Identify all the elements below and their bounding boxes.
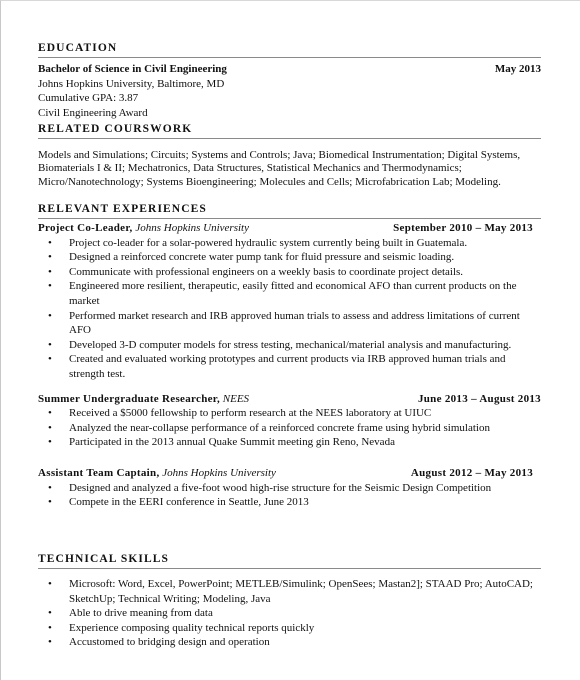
job-3-date: August 2012 – May 2013 (410, 466, 533, 479)
job-2-bullets (38, 406, 541, 450)
job-1 (38, 221, 541, 382)
list-item: • Engineered more resilient, therapeutic, easily fitted and economical AFO than current products on the market (38, 279, 541, 308)
job-2-date: June 2013 – August 2013 (417, 392, 541, 405)
education-degree-row (38, 62, 541, 77)
education-section (38, 41, 541, 120)
skills-section (38, 552, 541, 650)
job-1-bullets (38, 236, 541, 382)
job-3-org: Johns Hopkins University (162, 466, 276, 479)
degree-date: May 2013 (494, 63, 541, 75)
skills-heading: TECHNICAL SKILLS (38, 552, 541, 569)
list-item: • Designed and analyzed a five-foot wood high-rise structure for the Seismic Design Competition (38, 481, 541, 496)
list-item: • Accustomed to bridging design and operation (38, 635, 541, 650)
list-item: • Compete in the EERI conference in Seattle, June 2013 (38, 495, 541, 510)
experiences-heading: RELEVANT EXPERIENCES (38, 202, 541, 219)
job-2-header (38, 392, 541, 407)
list-item: • Project co-leader for a solar-powered hydraulic system currently being built in Guatemala. (38, 236, 541, 251)
education-heading: EDUCATION (38, 41, 541, 58)
coursework-section (38, 122, 541, 189)
list-item: • Analyzed the near-collapse performance of a reinforced concrete frame using hybrid simulation (38, 421, 541, 436)
job-2-role: Summer Undergraduate Researcher, (38, 392, 221, 405)
job-3 (38, 466, 541, 510)
list-item: • Experience composing quality technical reports quickly (38, 621, 541, 636)
award: Civil Engineering Award (38, 106, 148, 119)
coursework-line-1: Models and Simulations; Circuits; Systems and Controls; Java; Biomedical Instrumentation; Digital Systems, (38, 149, 521, 161)
list-item: • Communicate with professional engineers on a weekly basis to coordinate project details. (38, 265, 541, 280)
list-item: • Received a $5000 fellowship to perform research at the NEES laboratory at UIUC (38, 406, 541, 421)
list-item: • Performed market research and IRB approved human trials to assess and address limitations of current AFO (38, 309, 541, 338)
job-1-role: Project Co-Leader, (38, 222, 133, 234)
coursework-line-3: Micro/Nanotechnology; Systems Bioengineering; Molecules and Cells; Microfabrication Lab; Modeling. (38, 175, 501, 188)
job-3-bullets (38, 481, 541, 510)
job-3-role: Assistant Team Captain, (38, 466, 160, 479)
gpa: Cumulative GPA: 3.87 (38, 92, 139, 105)
skills-bullets (38, 577, 541, 650)
list-item: • Created and evaluated working prototypes and current products via IRB approved human trials and strength test. (38, 352, 541, 381)
coursework-heading: RELATED COURSWORK (38, 122, 541, 139)
list-item: • Designed a reinforced concrete water pump tank for fluid pressure and seismic loading. (38, 250, 541, 265)
coursework-line-2: Biomaterials I & II; Mechatronics, Data Structures, Statistical Mechanics and Thermodynamics; (38, 162, 462, 175)
job-1-date: September 2010 – May 2013 (393, 222, 533, 234)
job-3-header (38, 466, 533, 481)
list-item: • Able to drive meaning from data (38, 606, 541, 621)
job-2 (38, 392, 541, 450)
job-1-header (38, 221, 533, 236)
job-1-org: Johns Hopkins University (135, 222, 249, 234)
list-item: • Microsoft: Word, Excel, PowerPoint; METLEB/Simulink; OpenSees; Mastan2]; STAAD Pro; AutoCAD; SketchUp; Technical Writing; Modeling, Java (38, 577, 541, 606)
list-item: • Participated in the 2013 annual Quake Summit meeting gin Reno, Nevada (38, 435, 541, 450)
degree-title: Bachelor of Science in Civil Engineering (38, 63, 227, 75)
experiences-section (38, 202, 541, 510)
list-item: • Developed 3-D computer models for stress testing, mechanical/material analysis and manufacturing. (38, 338, 541, 353)
school-name: Johns Hopkins University, Baltimore, MD (38, 77, 225, 90)
job-2-org: NEES (222, 392, 250, 405)
